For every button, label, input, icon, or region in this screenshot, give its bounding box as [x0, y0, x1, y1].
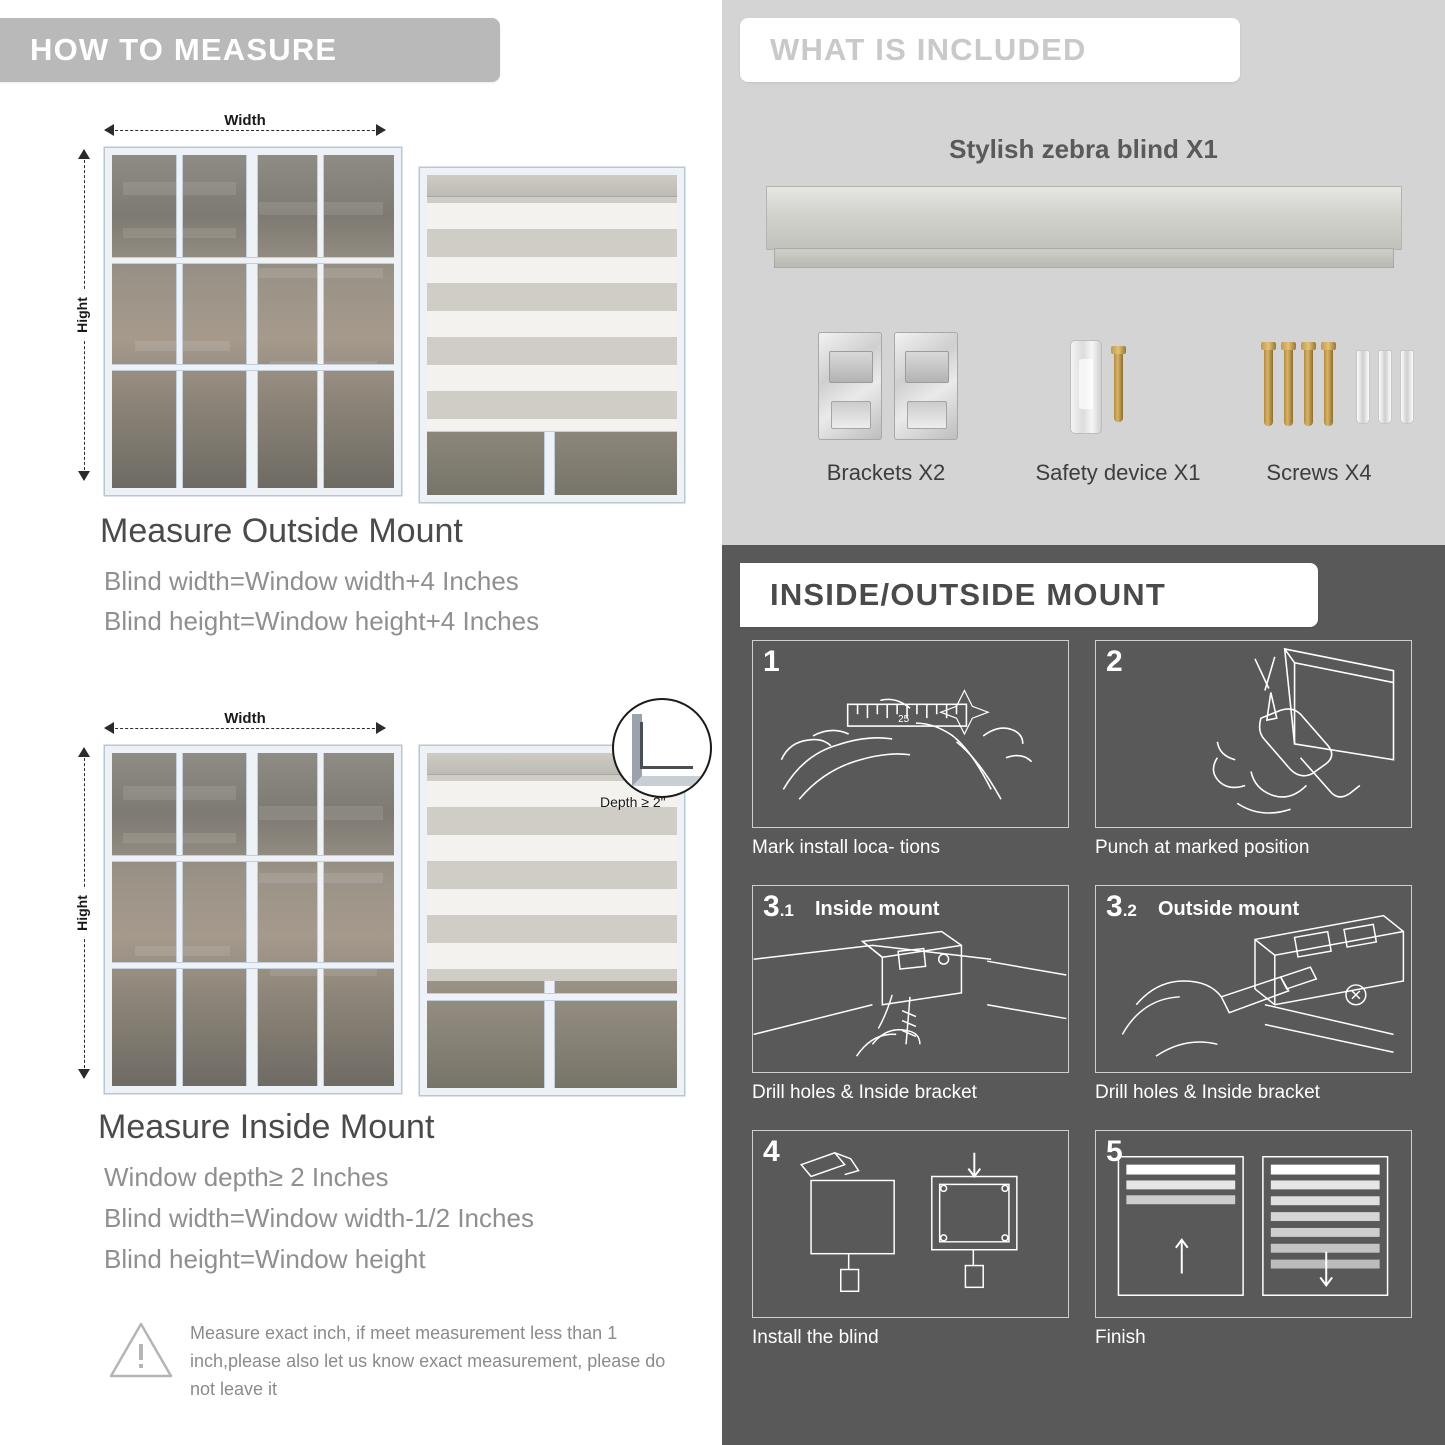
- screw-icon: [1284, 348, 1293, 426]
- inside-width-label: Width: [216, 710, 274, 727]
- step-1-illustration: [752, 640, 1069, 828]
- inside-mount-line3: Blind height=Window height: [104, 1244, 426, 1274]
- screw-icon: [1114, 352, 1123, 422]
- step-1: [752, 640, 1069, 859]
- part-label-screws: Screws X4: [1266, 460, 1372, 485]
- step-5: [1095, 1130, 1412, 1349]
- step-3-1-caption: Drill holes & Inside bracket: [752, 1082, 977, 1103]
- wall-anchor-icon: [1400, 350, 1414, 424]
- screw-icon: [1304, 348, 1313, 426]
- blind-product-image: [766, 186, 1400, 272]
- step-1-caption: Mark install loca- tions: [752, 837, 940, 858]
- inside-outside-mount-title: INSIDE/OUTSIDE MOUNT: [770, 577, 1167, 612]
- how-to-measure-section: [0, 0, 712, 1445]
- step-3-2: [1095, 885, 1412, 1104]
- step-5-caption: Finish: [1095, 1327, 1146, 1348]
- step-3-1-subtitle: Inside mount: [815, 898, 940, 920]
- window-illustration-outside: [105, 148, 401, 495]
- depth-requirement-label: Depth ≥ 2": [600, 794, 666, 810]
- bracket-icon: [818, 332, 882, 440]
- depth-callout-circle: [612, 698, 712, 798]
- step-4-caption: Install the blind: [752, 1327, 879, 1348]
- what-is-included-title: WHAT IS INCLUDED: [770, 32, 1087, 67]
- screw-icon: [1264, 348, 1273, 426]
- step-5-illustration: [1095, 1130, 1412, 1318]
- outside-width-label: Width: [216, 112, 274, 129]
- what-is-included-section: [722, 0, 1445, 545]
- outside-mount-title: Measure Outside Mount: [100, 512, 463, 550]
- included-parts-row: [752, 318, 1412, 518]
- step-4-number: 4: [763, 1135, 780, 1168]
- step-3-2-caption: Drill holes & Inside bracket: [1095, 1082, 1320, 1103]
- part-label-safety: Safety device X1: [1035, 460, 1201, 485]
- step-3-2-illustration: [1095, 885, 1412, 1073]
- measure-tape-sketch: [753, 641, 1068, 827]
- wall-anchor-icon: [1378, 350, 1392, 424]
- product-name-label: Stylish zebra blind X1: [949, 134, 1218, 164]
- step-5-number: 5: [1106, 1135, 1123, 1168]
- screw-icon: [1324, 348, 1333, 426]
- outside-mount-line1: Blind width=Window width+4 Inches: [104, 566, 519, 596]
- outside-mount-diagram: [60, 100, 690, 500]
- measurement-note-text: Measure exact inch, if meet measurement less than 1 inch,please also let us know exact measurement, please do not leave it: [190, 1323, 666, 1399]
- inside-height-dimension: [72, 748, 96, 1078]
- step-4-illustration: [752, 1130, 1069, 1318]
- step-4: [752, 1130, 1069, 1349]
- what-is-included-banner: [740, 18, 1240, 82]
- safety-device-icon: [1070, 340, 1102, 434]
- inside-mount-line1: Window depth≥ 2 Inches: [104, 1162, 389, 1192]
- zebra-fabric: [427, 175, 677, 431]
- install-blind-sketch: [753, 1131, 1068, 1317]
- step-2-caption: Punch at marked position: [1095, 837, 1310, 858]
- step-2-number: 2: [1106, 645, 1123, 678]
- bracket-icon: [894, 332, 958, 440]
- outside-height-label: Hight: [74, 291, 90, 339]
- outside-width-dimension: [105, 112, 385, 136]
- inside-outside-mount-banner: [740, 563, 1318, 627]
- step-3-1-illustration: [752, 885, 1069, 1073]
- how-to-measure-title: HOW TO MEASURE: [30, 32, 338, 67]
- step-3-2-subtitle: Outside mount: [1158, 898, 1300, 920]
- inside-mount-title: Measure Inside Mount: [98, 1108, 435, 1146]
- drill-sketch: [1096, 641, 1411, 827]
- installation-steps: [752, 640, 1412, 1349]
- step-2: [1095, 640, 1412, 859]
- warning-icon: [108, 1320, 174, 1380]
- outside-height-dimension: [72, 150, 96, 480]
- how-to-measure-banner: [0, 18, 500, 82]
- window-illustration-inside: [105, 746, 401, 1093]
- step-2-illustration: [1095, 640, 1412, 828]
- measurement-note: [108, 1320, 668, 1404]
- window-mullion-grid: [112, 753, 394, 1086]
- svg-text:25: 25: [898, 714, 910, 726]
- inside-mount-line2: Blind width=Window width-1/2 Inches: [104, 1203, 534, 1233]
- step-1-number: 1: [763, 645, 780, 678]
- inside-mount-diagram: [60, 698, 690, 1098]
- blind-headrail: [420, 168, 684, 197]
- step-3-1: [752, 885, 1069, 1104]
- step-3-2-number: 3.2: [1106, 890, 1137, 923]
- wall-anchor-icon: [1356, 350, 1370, 424]
- inside-width-dimension: [105, 710, 385, 734]
- blind-illustration-outside: [420, 168, 684, 502]
- inside-outside-mount-section: [722, 545, 1445, 1445]
- inside-height-label: Hight: [74, 889, 90, 937]
- window-mullion-grid: [112, 155, 394, 488]
- part-label-brackets: Brackets X2: [826, 460, 946, 485]
- step-3-1-number: 3.1: [763, 890, 794, 923]
- finished-blinds-sketch: [1096, 1131, 1411, 1317]
- outside-mount-line2: Blind height=Window height+4 Inches: [104, 606, 540, 636]
